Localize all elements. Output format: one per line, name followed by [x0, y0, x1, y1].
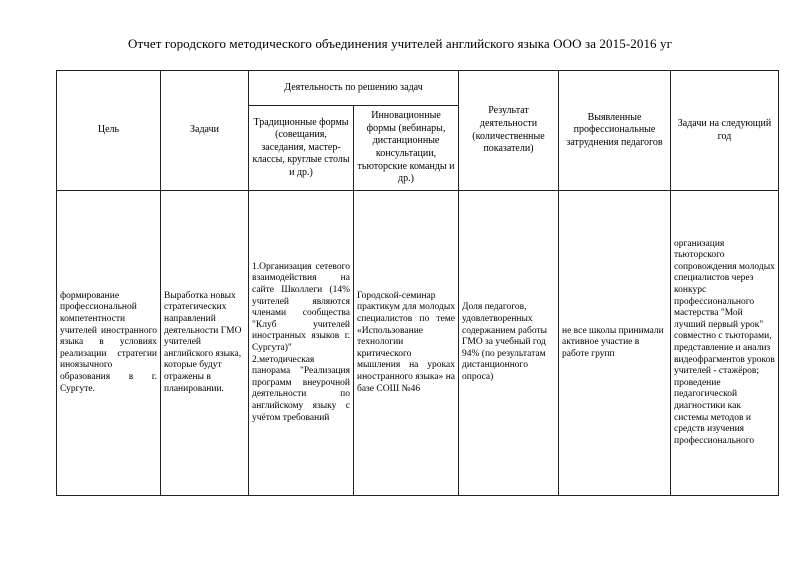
header-cell-innovative-forms: Инновационные формы (вебинары, дистанционные консультации, тьюторские команды и др.): [354, 106, 459, 191]
cell-result: Доля педагогов, удовлетворенных содержанием работы ГМО за учебный год 94% (по результатам дистанционного опроса): [459, 191, 559, 496]
cell-traditional-forms: 1.Организация сетевого взаимодействия на сайте Школлеги (14% учителей являются членами сообщества "Клуб учителей иностранных языков г. Сургута)" 2.методическая панорама "Реализация программ внеурочной деятельности по английскому языку с учётом требований: [249, 191, 354, 496]
cell-next-year-tasks: организация тьюторского сопровождения молодых специалистов через конкурс профессионального мастерства "Мой лучший первый урок" совместно с тьюторами, представление и анализ видеофрагментов уроков учителей - стажёров; проведение педагогической диагностики как системы методов и средств изучения профессионального: [671, 191, 779, 496]
report-table: [56, 70, 779, 496]
cell-innovative-forms: Городской-семинар практикум для молодых специалистов по теме «Использование технологии критического мышления на уроках иностранного языка» на базе СОШ №46: [354, 191, 459, 496]
header-cell-goal: Цель: [57, 71, 161, 191]
header-cell-activity-group: Деятельность по решению задач: [249, 71, 459, 106]
header-cell-tasks: Задачи: [161, 71, 249, 191]
table-row: [57, 191, 779, 496]
cell-goal: формирование профессиональной компетентности учителей иностранного языка в условиях реализации стратегии иноязычного образования в г. Сургуте.: [57, 191, 161, 496]
report-table-container: [56, 70, 778, 496]
table-header-row-top: [57, 71, 779, 106]
header-cell-result: Результат деятельности (количественные показатели): [459, 71, 559, 191]
header-cell-next-year-tasks: Задачи на следующий год: [671, 71, 779, 191]
header-cell-traditional-forms: Традиционные формы (совещания, заседания, мастер-классы, круглые столы и др.): [249, 106, 354, 191]
page-title: Отчет городского методического объединения учителей английского языка ООО за 2015-2016 уг: [127, 36, 673, 51]
header-cell-difficulties: Выявленные профессиональные затруднения педагогов: [559, 71, 671, 191]
cell-tasks: Выработка новых стратегических направлений деятельности ГМО учителей английского языка, которые будут отражены в планировании.: [161, 191, 249, 496]
cell-difficulties: не все школы принимали активное участие в работе групп: [559, 191, 671, 496]
